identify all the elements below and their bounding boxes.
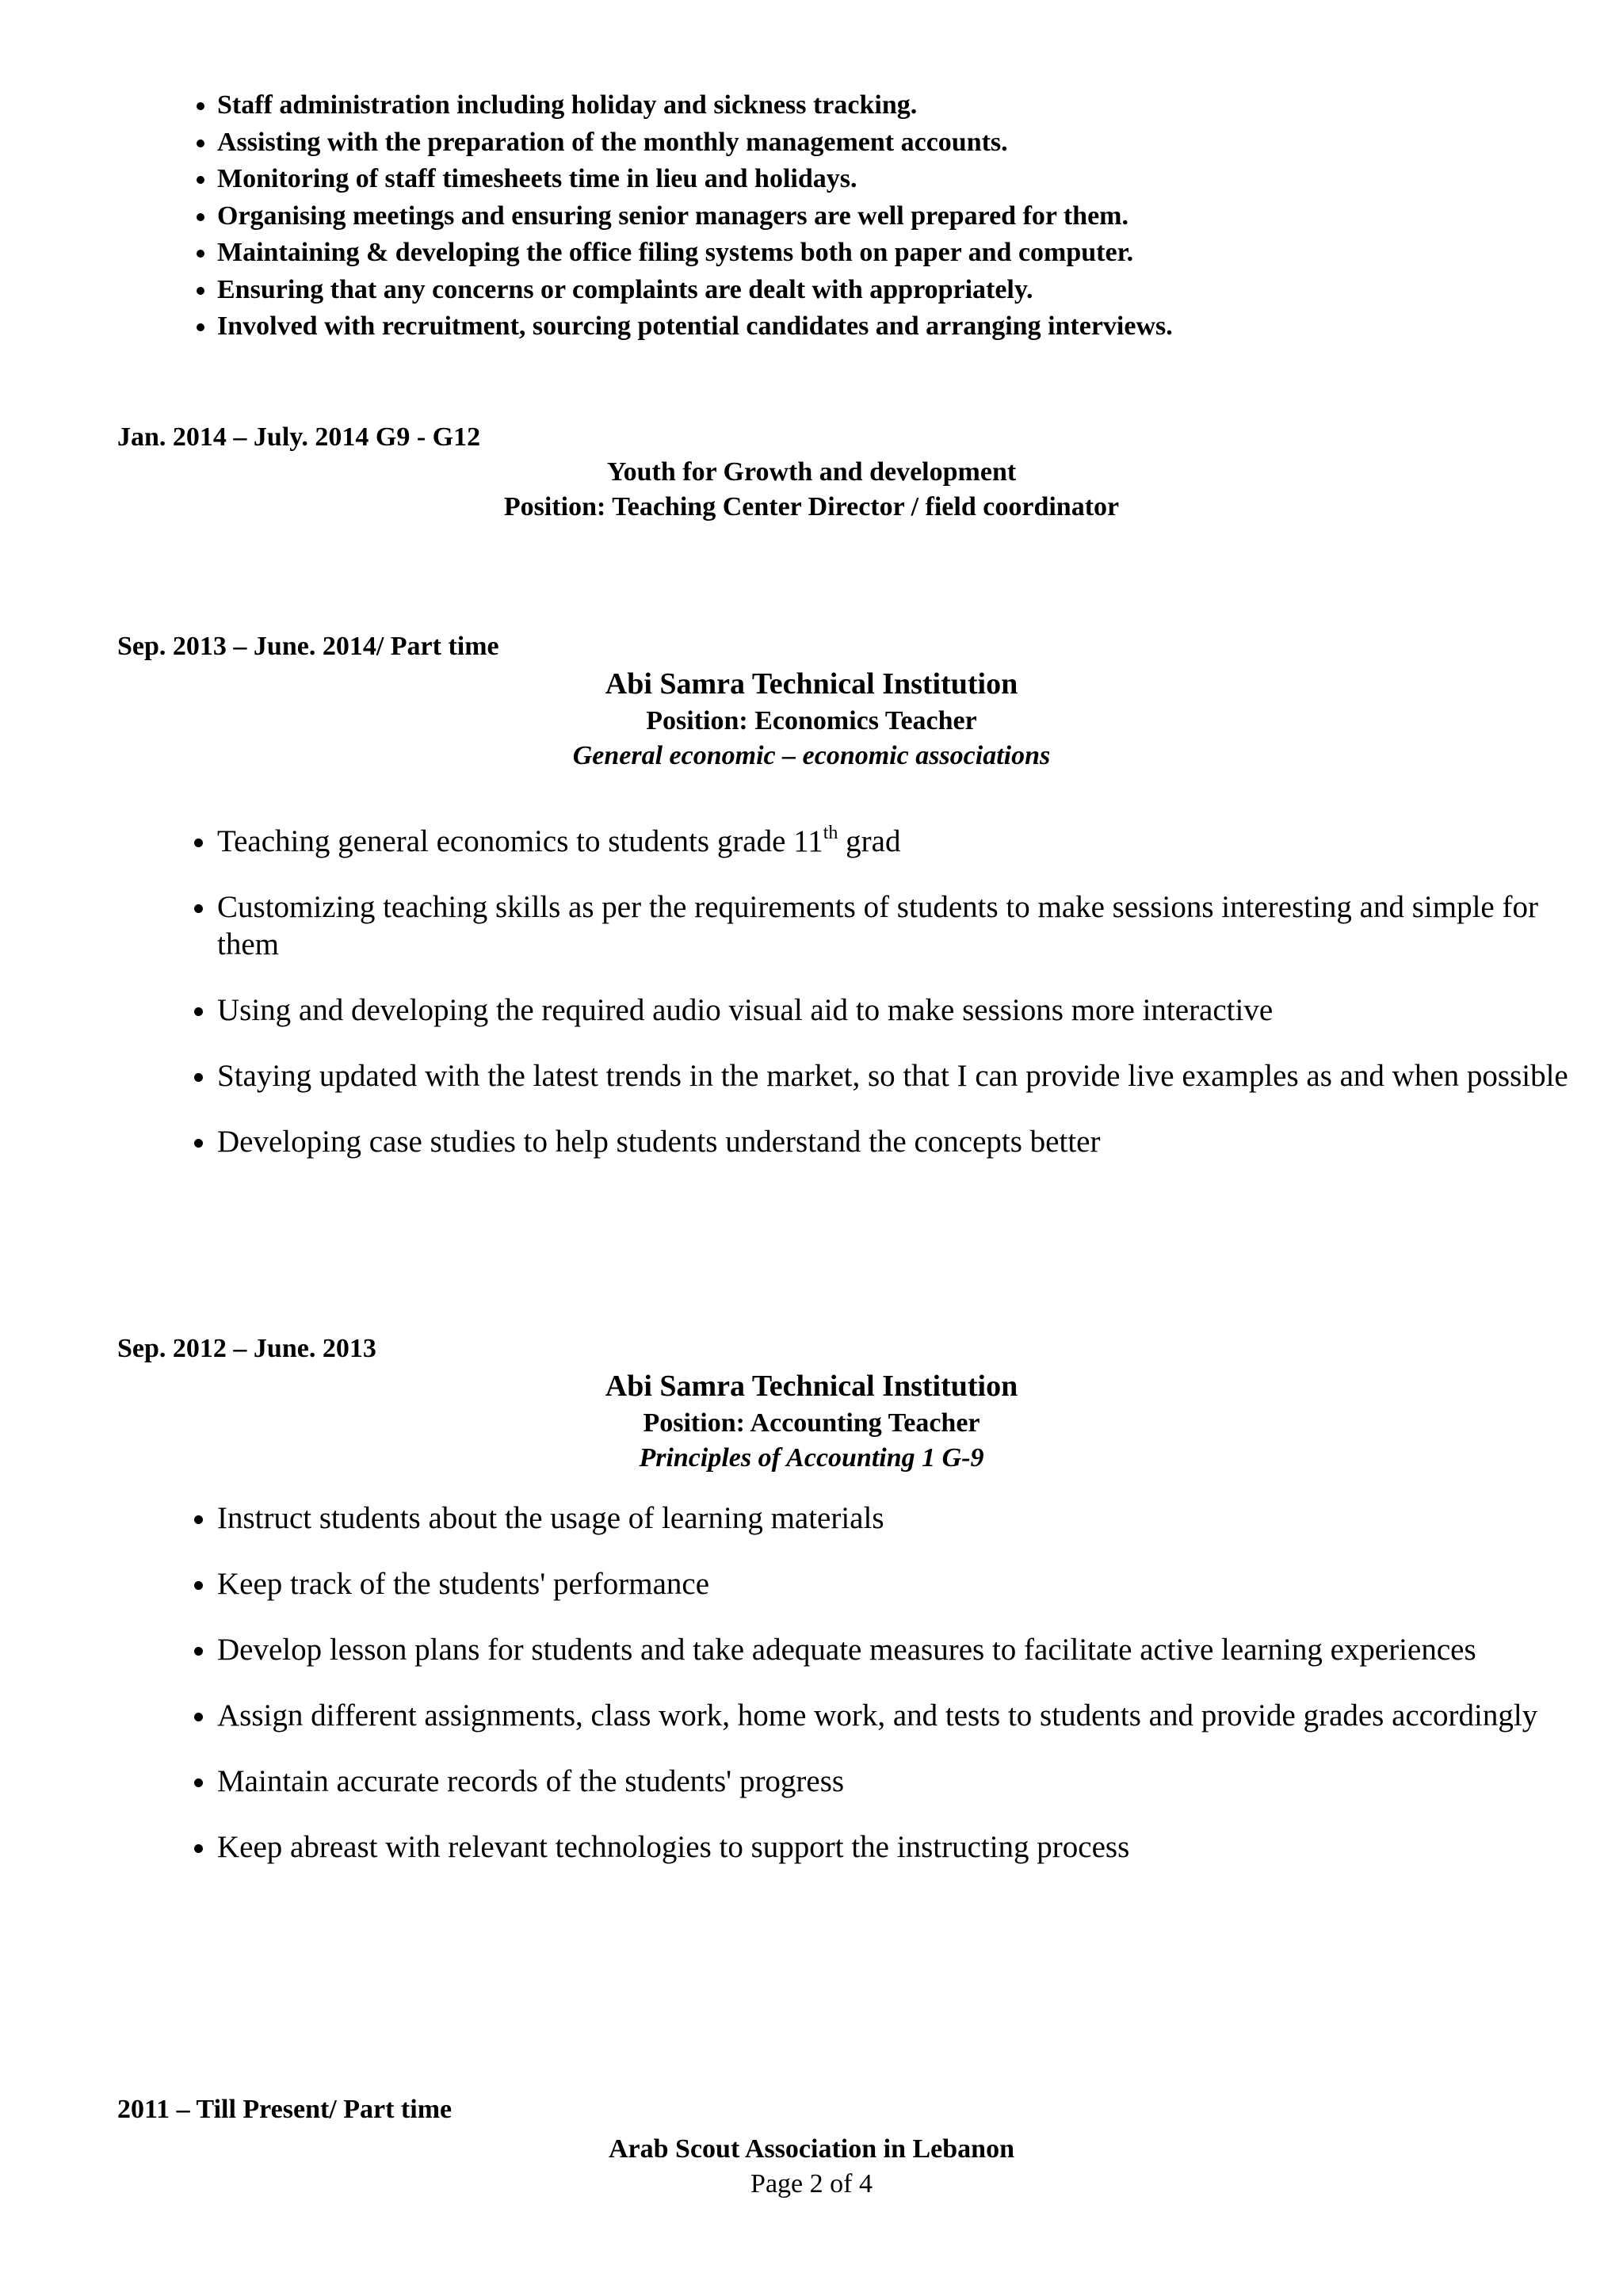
list-item: • Instruct students about the usage of learning materials <box>217 1499 1580 1537</box>
accounting-duties-list <box>117 1499 1580 1866</box>
youth-job-date: Jan. 2014 – July. 2014 G9 - G12 <box>117 422 481 452</box>
scout-job-date: 2011 – Till Present/ Part time <box>117 2095 453 2124</box>
list-item: • Organising meetings and ensuring senior managers are well prepared for them. <box>217 198 1623 235</box>
list-item: • Keep track of the students' performance <box>217 1565 1580 1603</box>
accounting-subject: Principles of Accounting 1 G-9 <box>639 1443 984 1473</box>
page-number: Page 2 of 4 <box>750 2169 873 2199</box>
list-item: • Involved with recruitment, sourcing potential candidates and arranging interviews. <box>217 308 1623 346</box>
econ-duties-list <box>117 823 1580 1160</box>
econ-organization: Abi Samra Technical Institution <box>605 667 1018 701</box>
accounting-job-header <box>0 1366 1623 1476</box>
list-item: • Maintain accurate records of the students' progress <box>217 1763 1580 1800</box>
accounting-position: Position: Accounting Teacher <box>643 1408 980 1438</box>
youth-position: Position: Teaching Center Director / field coordinator <box>503 492 1120 521</box>
econ-job-header <box>0 664 1623 774</box>
list-item: • Monitoring of staff timesheets time in lieu and holidays. <box>217 161 1623 198</box>
accounting-organization: Abi Samra Technical Institution <box>605 1370 1018 1403</box>
admin-duties-list <box>117 87 1623 346</box>
list-item: • Develop lesson plans for students and take adequate measures to facilitate active learning experiences <box>217 1631 1580 1668</box>
list-item: • Assisting with the preparation of the monthly management accounts. <box>217 124 1623 162</box>
list-item: • Using and developing the required audio visual aid to make sessions more interactive <box>217 991 1580 1029</box>
list-item: • Customizing teaching skills as per the requirements of students to make sessions interesting and simple for them <box>217 888 1580 963</box>
list-item: • Assign different assignments, class work, home work, and tests to students and provide grades accordingly <box>217 1697 1580 1734</box>
list-item: • Developing case studies to help students understand the concepts better <box>217 1123 1580 1160</box>
list-item: • Staff administration including holiday and sickness tracking. <box>217 87 1623 124</box>
econ-subject: General economic – economic associations <box>572 741 1051 770</box>
list-item: • Ensuring that any concerns or complaints are dealt with appropriately. <box>217 272 1623 309</box>
list-item: • Keep abreast with relevant technologies to support the instructing process <box>217 1828 1580 1866</box>
list-item: • Maintaining & developing the office filing systems both on paper and computer. <box>217 235 1623 272</box>
duty-text: Teaching general economics to students grade 11 <box>217 824 823 858</box>
youth-job-header <box>0 455 1623 525</box>
list-item: • Staying updated with the latest trends in the market, so that I can provide live examples as and when possible <box>217 1057 1580 1095</box>
youth-organization: Youth for Growth and development <box>606 457 1017 487</box>
econ-position: Position: Economics Teacher <box>646 706 977 735</box>
econ-job-date: Sep. 2013 – June. 2014/ Part time <box>117 632 499 661</box>
scout-organization: Arab Scout Association in Lebanon <box>609 2134 1014 2164</box>
accounting-job-date: Sep. 2012 – June. 2013 <box>117 1334 376 1363</box>
ordinal-suffix: th <box>823 823 838 843</box>
list-item <box>217 823 1580 860</box>
scout-job-header <box>0 2132 1623 2167</box>
duty-text-suffix: grad <box>838 824 901 858</box>
